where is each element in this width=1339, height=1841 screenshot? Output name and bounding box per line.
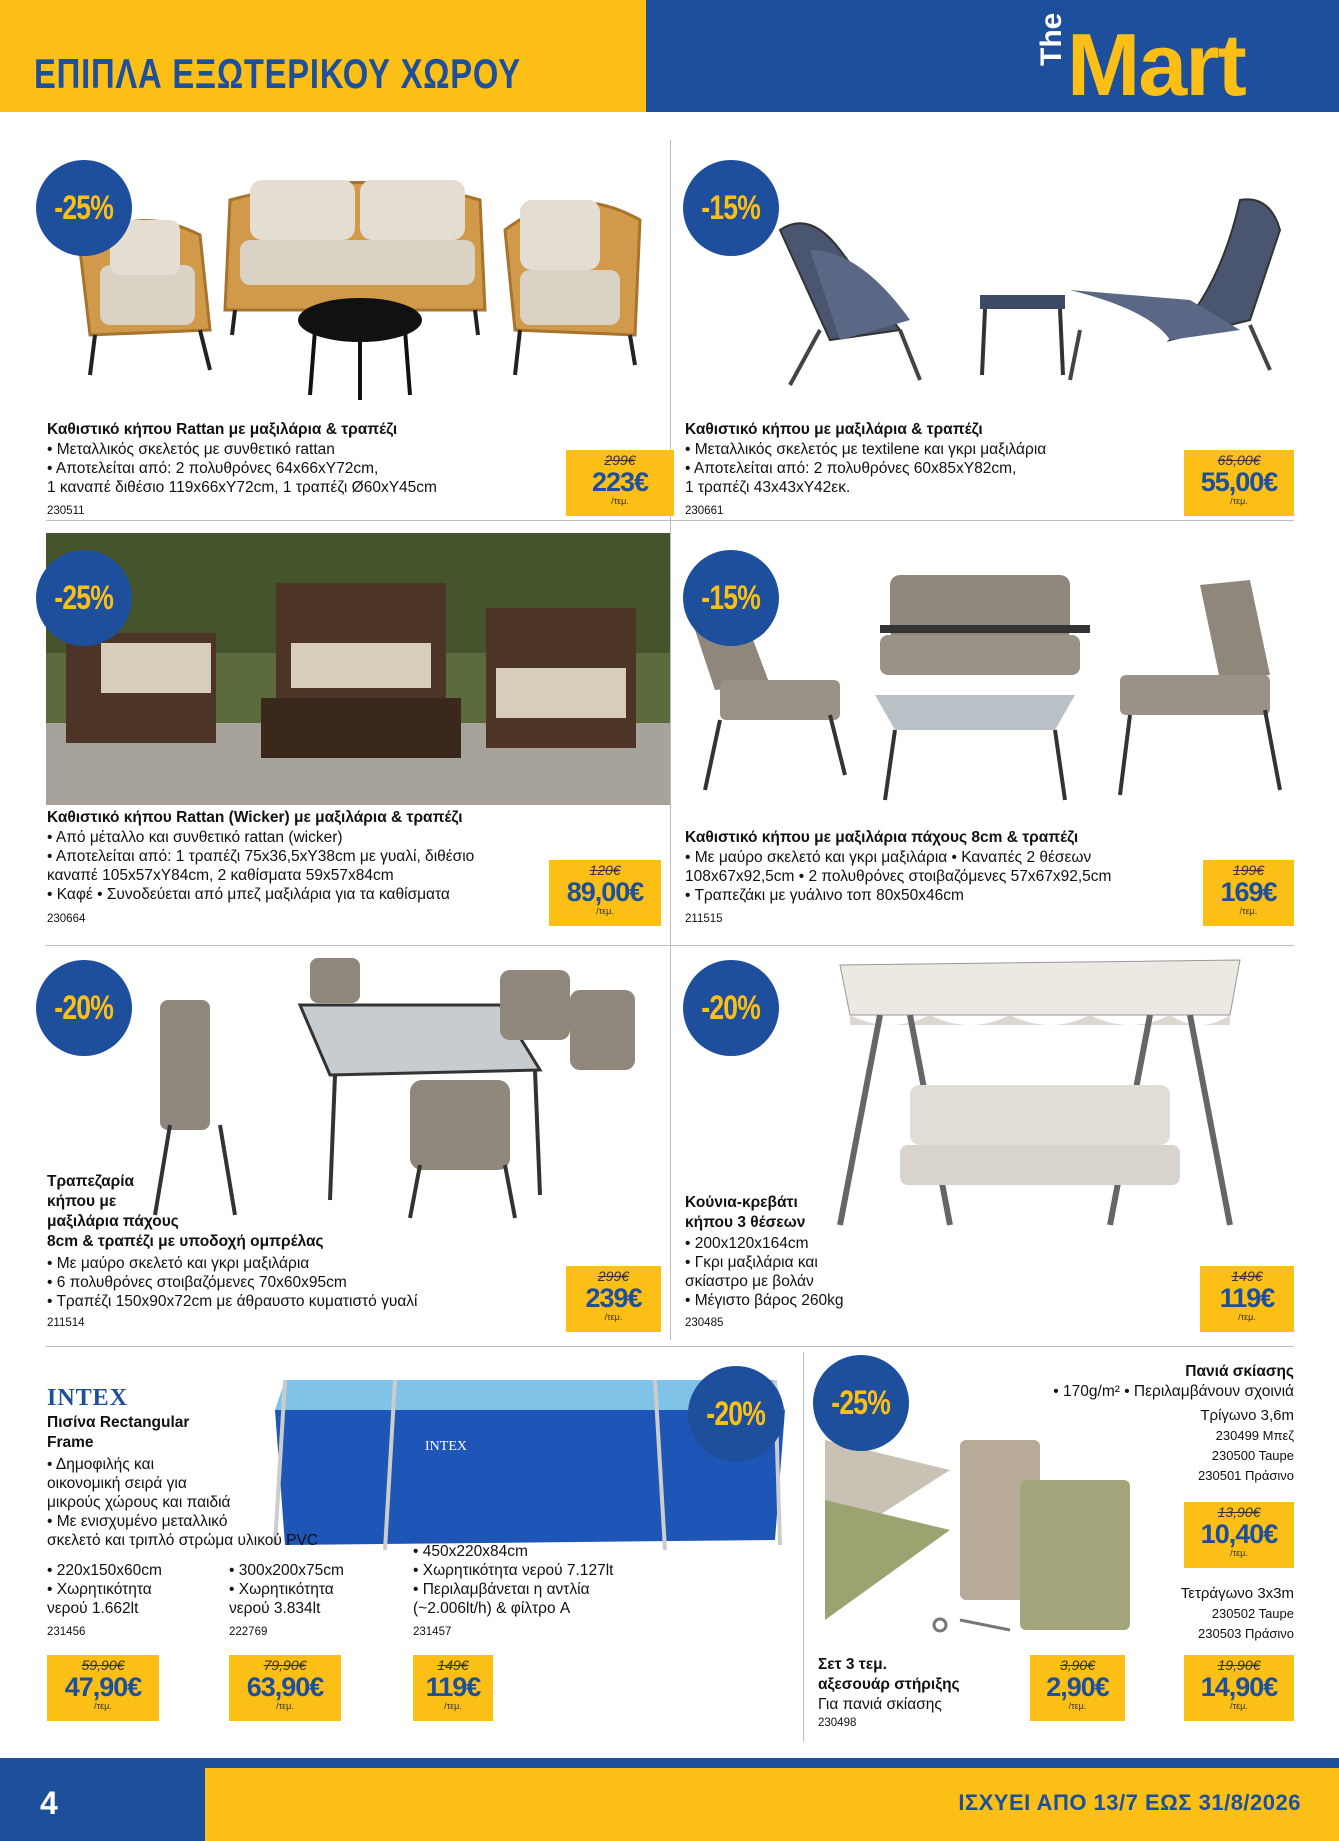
desc-line: καναπέ 105x57xΥ84cm, 2 καθίσματα 59x57x84cm bbox=[47, 867, 394, 884]
price-unit: /τεμ. bbox=[1238, 1312, 1256, 1322]
variant-row: 230503 Πράσινο bbox=[1198, 1626, 1294, 1641]
desc-line: • Τραπέζι 150x90x72cm με άθραυστο κυματιστό γυαλί bbox=[47, 1293, 418, 1310]
footer-page-box bbox=[0, 1768, 205, 1841]
new-price: 169€ bbox=[1220, 877, 1277, 907]
desc-line: • Με μαύρο σκελετό και γκρι μαξιλάρια bbox=[47, 1255, 310, 1272]
validity-text: ΙΣΧΥΕΙ ΑΠΟ 13/7 ΕΩΣ 31/8/2026 bbox=[958, 1790, 1301, 1815]
page-number: 4 bbox=[40, 1785, 58, 1821]
product-code: 230485 bbox=[685, 1317, 724, 1329]
price-tag bbox=[566, 450, 674, 516]
price-tag bbox=[549, 860, 661, 926]
product-title bbox=[685, 1193, 805, 1233]
desc-line: οικονομική σειρά για bbox=[47, 1475, 187, 1492]
discount-badge: -20% bbox=[36, 960, 132, 1056]
title-line: κήπου με bbox=[47, 1193, 117, 1210]
desc-line: • 200x120x164cm bbox=[685, 1235, 809, 1252]
square-variants bbox=[1070, 1584, 1294, 1644]
divider bbox=[46, 1346, 1294, 1347]
product-desc bbox=[47, 1455, 318, 1550]
desc-line: • Χωρητικότητα bbox=[47, 1581, 152, 1598]
title-line: κήπου 3 θέσεων bbox=[685, 1214, 806, 1231]
rattan-lounge-set-photo bbox=[60, 160, 660, 405]
desc-line: • Δημοφιλής και bbox=[47, 1456, 155, 1473]
discount-badge: -25% bbox=[36, 160, 132, 256]
old-price: 3,90€ bbox=[1059, 1657, 1096, 1673]
desc-line: • Αποτελείται από: 1 τραπέζι 75x36,5xΥ38cm με γυαλί, διθέσιο bbox=[47, 848, 475, 865]
title-line: Frame bbox=[47, 1434, 94, 1451]
price-unit: /τεμ. bbox=[1068, 1701, 1087, 1711]
new-price: 63,90€ bbox=[246, 1672, 324, 1702]
page-title: ΕΠΙΠΛΑ ΕΞΩΤΕΡΙΚΟΥ ΧΩΡΟΥ bbox=[34, 50, 521, 97]
price-unit: /τεμ. bbox=[1230, 1701, 1248, 1711]
old-price: 149€ bbox=[1231, 1268, 1263, 1284]
price-unit: /τεμ. bbox=[1239, 906, 1258, 916]
product-desc bbox=[685, 440, 1046, 497]
price-tag bbox=[1184, 1502, 1294, 1568]
old-price: 19,90€ bbox=[1217, 1657, 1261, 1673]
product-title: Καθιστικό κήπου Rattan με μαξιλάρια & τραπέζι bbox=[47, 421, 398, 438]
price-tag bbox=[566, 1266, 661, 1332]
desc-line: • 450x220x84cm bbox=[413, 1543, 528, 1560]
new-price: 14,90€ bbox=[1200, 1672, 1278, 1702]
desc-line: • Μεταλλικός σκελετός με textilene και γκρι μαξιλάρια bbox=[685, 441, 1047, 458]
discount-badge: -20% bbox=[683, 960, 779, 1056]
product-code: 211514 bbox=[47, 1317, 85, 1329]
logo-mart: Mart bbox=[1067, 15, 1245, 114]
product-title bbox=[818, 1655, 960, 1695]
desc-line: • Μεταλλικός σκελετός με συνθετικό rattan bbox=[47, 441, 335, 458]
product-code: 211515 bbox=[685, 913, 723, 925]
title-line: Τραπεζαρία bbox=[47, 1173, 135, 1190]
desc-line: • Με ενισχυμένο μεταλλικό bbox=[47, 1513, 228, 1530]
desc-line: • Με μαύρο σκελετό και γκρι μαξιλάρια • Καναπές 2 θέσεων bbox=[685, 849, 1092, 866]
product-desc bbox=[47, 1254, 417, 1311]
price-tag bbox=[1030, 1655, 1125, 1721]
old-price: 199€ bbox=[1232, 862, 1265, 878]
price-unit: /τεμ. bbox=[444, 1701, 462, 1711]
desc-line: νερού 3.834lt bbox=[229, 1600, 321, 1617]
old-price: 299€ bbox=[597, 1268, 630, 1284]
textilene-lounge-set-photo bbox=[770, 190, 1300, 400]
product-code: 231456 bbox=[47, 1626, 86, 1638]
price-unit: /τεμ. bbox=[596, 906, 614, 916]
old-price: 65,00€ bbox=[1217, 452, 1261, 468]
price-unit: /τεμ. bbox=[604, 1312, 623, 1322]
price-unit: /τεμ. bbox=[1230, 1548, 1248, 1558]
price-tag bbox=[1184, 1655, 1294, 1721]
price-unit: /τεμ. bbox=[276, 1701, 294, 1711]
footer-stripe bbox=[0, 1758, 1339, 1768]
desc-line: μικρούς χώρους και παιδιά bbox=[47, 1494, 231, 1511]
product-code: 230664 bbox=[47, 913, 86, 925]
old-price: 149€ bbox=[437, 1657, 469, 1673]
discount-badge: -20% bbox=[688, 1366, 784, 1462]
desc-line: νερού 1.662lt bbox=[47, 1600, 139, 1617]
product-title bbox=[47, 1413, 189, 1453]
desc-line: σκελετό και τριπλό στρώμα υλικού PVC bbox=[47, 1532, 319, 1549]
title-line: Σετ 3 τεμ. bbox=[818, 1656, 887, 1673]
new-price: 2,90€ bbox=[1046, 1672, 1109, 1702]
desc-line: • Χωρητικότητα νερού 7.127lt bbox=[413, 1562, 614, 1579]
product-title bbox=[47, 1172, 324, 1252]
variant-name: Τρίγωνο 3,6m bbox=[1200, 1407, 1294, 1424]
desc-line: • 6 πολυθρόνες στοιβαζόμενες 70x60x95cm bbox=[47, 1274, 347, 1291]
wicker-set-photo bbox=[46, 533, 670, 805]
price-tag bbox=[1200, 1266, 1294, 1332]
title-line: μαξιλάρια πάχους bbox=[47, 1213, 179, 1230]
divider bbox=[803, 1352, 804, 1742]
discount-badge: -25% bbox=[36, 550, 132, 646]
desc-line: σκίαστρο με βολάν bbox=[685, 1273, 814, 1290]
desc-line: • Μέγιστο βάρος 260kg bbox=[685, 1292, 844, 1309]
price-tag bbox=[1184, 450, 1294, 516]
triangle-variants bbox=[1070, 1406, 1294, 1486]
new-price: 119€ bbox=[1219, 1283, 1275, 1313]
product-desc bbox=[685, 1234, 843, 1310]
divider bbox=[46, 520, 1294, 521]
new-price: 89,00€ bbox=[566, 877, 644, 907]
desc-line: • Αποτελείται από: 2 πολυθρόνες 64x66xΥ72cm, bbox=[47, 460, 379, 477]
price-unit: /τεμ. bbox=[611, 496, 629, 506]
desc-line: 108x67x92,5cm • 2 πολυθρόνες στοιβαζόμενες 57x67x92,5cm bbox=[685, 868, 1112, 885]
old-price: 13,90€ bbox=[1217, 1504, 1261, 1520]
product-title: Πανιά σκίασης bbox=[1185, 1363, 1294, 1380]
product-code: 230511 bbox=[47, 505, 85, 517]
desc-line: • Τραπεζάκι με γυάλινο τοπ 80x50x46cm bbox=[685, 887, 964, 904]
product-subtitle: • 170g/m² • Περιλαμβάνουν σχοινιά bbox=[1053, 1383, 1294, 1400]
title-line: αξεσουάρ στήριξης bbox=[818, 1676, 960, 1693]
price-tag bbox=[1203, 860, 1294, 926]
product-code: 222769 bbox=[229, 1626, 268, 1638]
variant-row: 230500 Taupe bbox=[1211, 1448, 1294, 1463]
title-line: Πισίνα Rectangular bbox=[47, 1414, 190, 1431]
old-price: 59,90€ bbox=[81, 1657, 125, 1673]
product-title: Καθιστικό κήπου Rattan (Wicker) με μαξιλάρια & τραπέζι bbox=[47, 809, 463, 826]
product-title: Καθιστικό κήπου με μαξιλάρια & τραπέζι bbox=[685, 421, 983, 438]
new-price: 119€ bbox=[425, 1672, 481, 1702]
price-tag bbox=[413, 1655, 493, 1721]
title-line: Κούνια-κρεβάτι bbox=[685, 1194, 798, 1211]
old-price: 299€ bbox=[604, 452, 636, 468]
variant-name: Τετράγωνο 3x3m bbox=[1180, 1585, 1294, 1602]
pool-variant-desc bbox=[229, 1561, 344, 1618]
price-tag bbox=[47, 1655, 159, 1721]
price-unit: /τεμ. bbox=[94, 1701, 112, 1711]
the-mart-logo bbox=[1021, 12, 1301, 114]
price-unit: /τεμ. bbox=[1230, 496, 1248, 506]
desc-line: • 300x200x75cm bbox=[229, 1562, 344, 1579]
new-price: 55,00€ bbox=[1200, 467, 1278, 497]
new-price: 10,40€ bbox=[1200, 1519, 1278, 1549]
old-price: 79,90€ bbox=[263, 1657, 307, 1673]
desc-line: • Καφέ • Συνοδεύεται από μπεζ μαξιλάρια για τα καθίσματα bbox=[47, 886, 450, 903]
discount-badge: -25% bbox=[813, 1355, 909, 1451]
discount-badge: -15% bbox=[683, 550, 779, 646]
old-price: 120€ bbox=[589, 862, 621, 878]
title-line: 8cm & τραπέζι με υποδοχή ομπρέλας bbox=[47, 1233, 324, 1250]
desc-line: • 220x150x60cm bbox=[47, 1562, 162, 1579]
divider bbox=[46, 945, 1294, 946]
new-price: 47,90€ bbox=[64, 1672, 142, 1702]
product-code: 231457 bbox=[413, 1626, 452, 1638]
product-desc bbox=[47, 828, 474, 904]
pool-variant-desc bbox=[413, 1542, 613, 1618]
product-desc bbox=[47, 440, 437, 497]
swing-bed-photo bbox=[830, 955, 1250, 1230]
product-desc: Για πανιά σκίασης bbox=[818, 1696, 942, 1713]
desc-line: • Γκρι μαξιλάρια και bbox=[685, 1254, 818, 1271]
product-desc bbox=[685, 848, 1111, 905]
desc-line: • Περιλαμβάνεται η αντλία bbox=[413, 1581, 590, 1598]
desc-line: (~2.006lt/h) & φίλτρο A bbox=[413, 1600, 571, 1617]
price-tag bbox=[229, 1655, 341, 1721]
pool-variant-desc bbox=[47, 1561, 162, 1618]
desc-line: • Από μέταλλο και συνθετικό rattan (wicker) bbox=[47, 829, 343, 846]
desc-line: 1 καναπέ διθέσιο 119x66xΥ72cm, 1 τραπέζι Ø60xΥ45cm bbox=[47, 479, 437, 496]
desc-line: 1 τραπέζι 43x43xΥ42εκ. bbox=[685, 479, 851, 496]
variant-row: 230501 Πράσινο bbox=[1198, 1468, 1294, 1483]
new-price: 239€ bbox=[585, 1283, 642, 1313]
product-code: 230498 bbox=[818, 1717, 857, 1729]
pool-brand-print: INTEX bbox=[425, 1439, 467, 1454]
discount-badge: -15% bbox=[683, 160, 779, 256]
variant-row: 230499 Μπεζ bbox=[1215, 1428, 1294, 1443]
variant-row: 230502 Taupe bbox=[1211, 1606, 1294, 1621]
desc-line: • Αποτελείται από: 2 πολυθρόνες 60x85xΥ82cm, bbox=[685, 460, 1017, 477]
divider bbox=[670, 140, 671, 1340]
desc-line: • Χωρητικότητα bbox=[229, 1581, 334, 1598]
product-code: 230661 bbox=[685, 505, 724, 517]
logo-the: The bbox=[1035, 12, 1068, 66]
new-price: 223€ bbox=[591, 467, 649, 497]
product-title: Καθιστικό κήπου με μαξιλάρια πάχους 8cm & τραπέζι bbox=[685, 829, 1079, 846]
intex-brand-logo: INTEX bbox=[47, 1385, 129, 1411]
